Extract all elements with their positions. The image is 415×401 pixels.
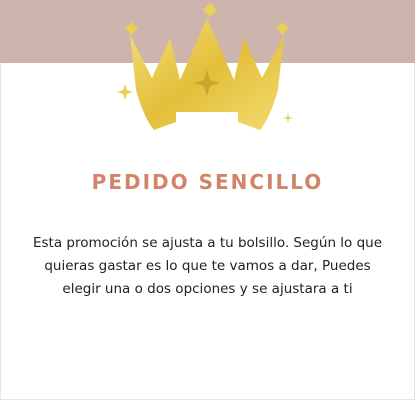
- promo-description: Esta promoción se ajusta a tu bolsillo. Según lo que quieras gastar es lo que te vamos a dar, Puedes elegir una o dos opciones y se ajustara a ti: [32, 235, 383, 297]
- promo-title: PEDIDO SENCILLO: [91, 170, 324, 194]
- crown-icon: [110, 0, 300, 135]
